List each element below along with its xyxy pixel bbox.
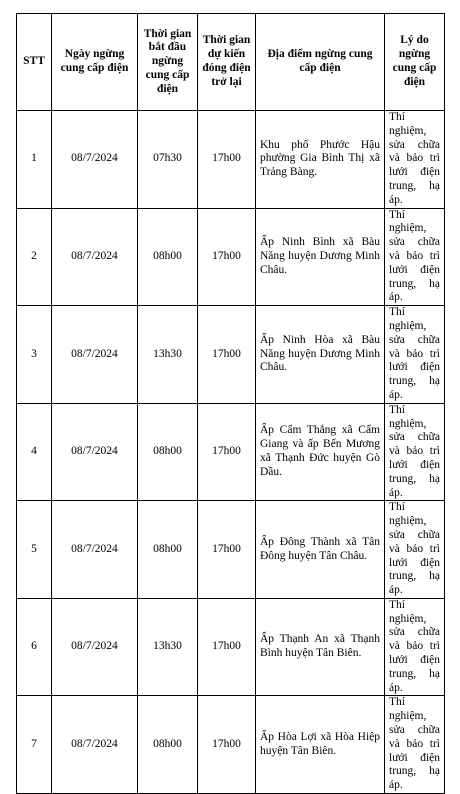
cell-location: Ấp Đông Thành xã Tân Đông huyện Tân Châu.	[256, 501, 385, 599]
header-reason: Lý do ngừng cung cấp điện	[385, 14, 445, 111]
cell-stt: 1	[17, 111, 52, 209]
cell-end-time: 17h00	[198, 208, 256, 306]
cell-reason: Thí nghiệm, sửa chữa và bảo trì lưới điện trung, hạ áp.	[385, 403, 445, 501]
header-date: Ngày ngừng cung cấp điện	[52, 14, 138, 111]
cell-location: Ấp Cẩm Thắng xã Cẩm Giang và ấp Bến Mương xã Thạnh Đức huyện Gò Dầu.	[256, 403, 385, 501]
header-row	[17, 14, 445, 111]
cell-date: 08/7/2024	[52, 111, 138, 209]
cell-reason: Thí nghiệm, sửa chữa và bảo trì lưới điện trung, hạ áp.	[385, 306, 445, 404]
cell-location: Khu phố Phước Hậu phường Gia Bình Thị xã Trảng Bàng.	[256, 111, 385, 209]
table-row	[17, 501, 445, 599]
cell-date: 08/7/2024	[52, 696, 138, 794]
cell-location: Ấp Ninh Bình xã Bàu Năng huyện Dương Minh Châu.	[256, 208, 385, 306]
table-row	[17, 403, 445, 501]
cell-location: Ấp Hòa Lợi xã Hòa Hiệp huyện Tân Biên.	[256, 696, 385, 794]
cell-reason: Thí nghiệm, sửa chữa và bảo trì lưới điện trung, hạ áp.	[385, 501, 445, 599]
cell-location: Ấp Thạnh An xã Thạnh Bình huyện Tân Biên.	[256, 598, 385, 696]
cell-reason: Thí nghiệm, sửa chữa và bảo trì lưới điện trung, hạ áp.	[385, 598, 445, 696]
cell-stt: 2	[17, 208, 52, 306]
table-row	[17, 598, 445, 696]
cell-date: 08/7/2024	[52, 403, 138, 501]
cell-date: 08/7/2024	[52, 501, 138, 599]
cell-stt: 5	[17, 501, 52, 599]
cell-end-time: 17h00	[198, 696, 256, 794]
cell-start-time: 08h00	[138, 208, 198, 306]
cell-date: 08/7/2024	[52, 598, 138, 696]
cell-start-time: 08h00	[138, 403, 198, 501]
header-stt: STT	[17, 14, 52, 111]
header-end-time: Thời gian dự kiến đóng điện trở lại	[198, 14, 256, 111]
cell-end-time: 17h00	[198, 403, 256, 501]
cell-reason: Thí nghiệm, sửa chữa và bảo trì lưới điện trung, hạ áp.	[385, 696, 445, 794]
table-body	[17, 111, 445, 794]
cell-start-time: 08h00	[138, 696, 198, 794]
cell-start-time: 13h30	[138, 598, 198, 696]
header-location: Địa điểm ngừng cung cấp điện	[256, 14, 385, 111]
header-start-time: Thời gian bắt đầu ngừng cung cấp điện	[138, 14, 198, 111]
cell-stt: 3	[17, 306, 52, 404]
cell-reason: Thí nghiệm, sửa chữa và bảo trì lưới điện trung, hạ áp.	[385, 208, 445, 306]
cell-start-time: 08h00	[138, 501, 198, 599]
cell-stt: 6	[17, 598, 52, 696]
cell-date: 08/7/2024	[52, 208, 138, 306]
cell-end-time: 17h00	[198, 501, 256, 599]
power-outage-schedule-table	[16, 13, 445, 794]
cell-reason: Thí nghiệm, sửa chữa và bảo trì lưới điện trung, hạ áp.	[385, 111, 445, 209]
cell-stt: 7	[17, 696, 52, 794]
cell-end-time: 17h00	[198, 306, 256, 404]
table-row	[17, 208, 445, 306]
cell-end-time: 17h00	[198, 598, 256, 696]
cell-location: Ấp Ninh Hòa xã Bàu Năng huyện Dương Minh Châu.	[256, 306, 385, 404]
table-row	[17, 111, 445, 209]
table-row	[17, 696, 445, 794]
cell-date: 08/7/2024	[52, 306, 138, 404]
table-header	[17, 14, 445, 111]
table-row	[17, 306, 445, 404]
cell-end-time: 17h00	[198, 111, 256, 209]
cell-start-time: 07h30	[138, 111, 198, 209]
cell-start-time: 13h30	[138, 306, 198, 404]
cell-stt: 4	[17, 403, 52, 501]
